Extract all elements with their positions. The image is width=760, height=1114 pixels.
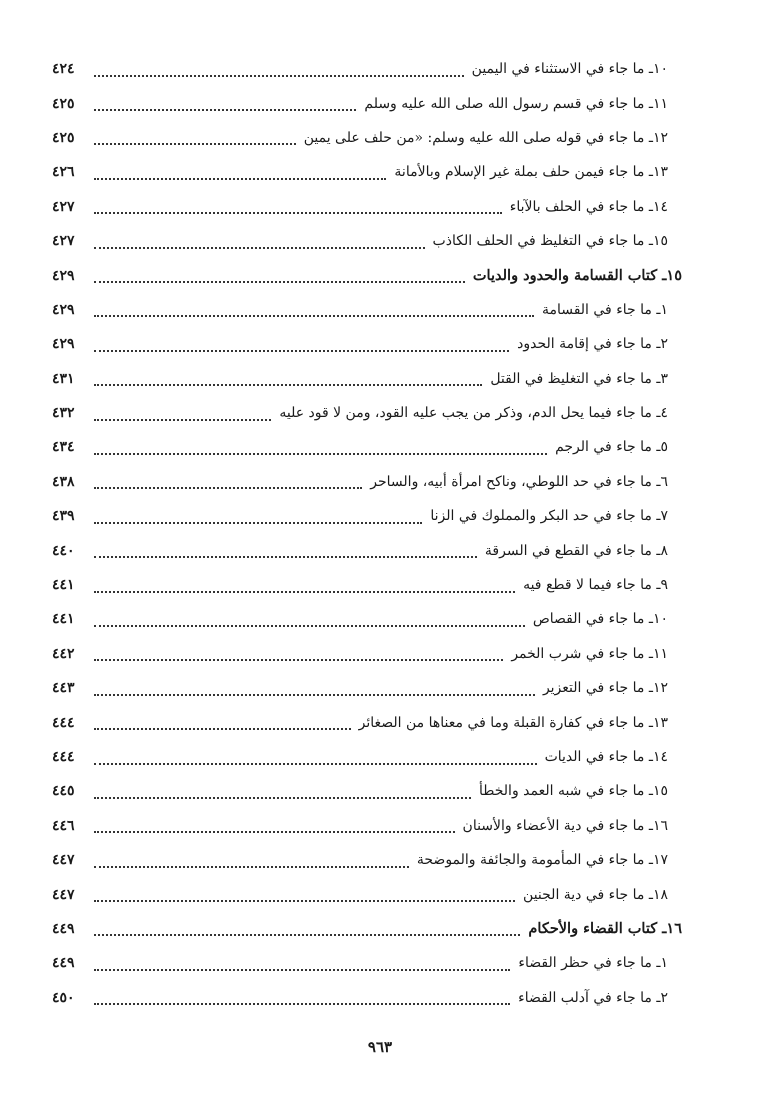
toc-entry-title: ١٧ـ ما جاء في المأمومة والجائفة والموضحة [416,852,668,869]
toc-page-number: ٤٤٣ [52,680,75,697]
toc-entry-title: ١٢ـ ما جاء في التعزير [542,680,668,697]
dot-leader [94,211,502,214]
dot-leader [94,349,509,352]
toc-page-number: ٤٢٤ [52,61,75,78]
toc-entry-row [52,568,682,602]
toc-page-number: ٤٤١ [52,611,75,628]
toc-page-number: ٤٤٤ [52,749,75,765]
toc-page-number: ٤٤٧ [52,852,75,869]
dot-leader [94,968,510,971]
toc-entry-row [52,671,682,705]
dot-leader [94,314,534,317]
toc-entry-title: ١٤ـ ما جاء في الحلف بالآباء [509,198,668,215]
toc-entry-title: ١٦ـ ما جاء في دية الأعضاء والأسنان [462,817,668,834]
toc-entry-title: ٣ـ ما جاء في التغليظ في القتل [490,370,668,387]
toc-page-number: ٤٢٩ [52,301,75,318]
dot-leader [94,108,356,111]
toc-page-number: ٤٤٧ [52,886,75,903]
dot-leader [94,590,515,593]
dot-leader [94,624,525,627]
dot-leader [94,280,465,283]
toc-entry-row [52,190,682,224]
toc-entry-row [52,155,682,189]
toc-entry-row [52,602,682,636]
toc-entry-title: ١٠ـ ما جاء في القصاص [532,611,668,628]
toc-chapter-title: ١٥ـ كتاب القسامة والحدود والديات [472,267,682,285]
toc-entry-title: ٨ـ ما جاء في القطع في السرقة [484,542,668,559]
toc-entry-title: ٤ـ ما جاء فيما يحل الدم، وذكر من يجب عليه القود، ومن لا قود عليه [279,405,668,422]
toc-page-number: ٤٥٠ [52,989,75,1006]
toc-entry-title: ١٠ـ ما جاء في الاستثناء في اليمين [471,61,668,78]
dot-leader [94,1002,510,1005]
dot-leader [94,177,386,180]
toc-entry-title: ١٥ـ ما جاء في التغليظ في الحلف الكاذب [432,233,668,250]
toc-entry-title: ٧ـ ما جاء في حد البكر والمملوك في الزنا [430,508,668,525]
dot-leader [94,383,482,386]
dot-leader [94,933,520,936]
toc-page-number: ٤٢٥ [52,129,75,146]
toc-page-number: ٤٤٤ [52,714,75,731]
table-of-contents [52,52,682,1015]
toc-entry-title: ٩ـ ما جاء فيما لا قطع فيه [523,577,668,594]
toc-entry-row [52,637,682,671]
dot-leader [94,899,515,902]
toc-entry-title: ١٥ـ ما جاء في شبه العمد والخطأ [479,783,668,800]
toc-entry-row [52,877,682,911]
toc-entry-row [52,499,682,533]
toc-chapter-row [52,912,682,946]
toc-entry-title: ١١ـ ما جاء في قسم رسول الله صلى الله عليه وسلم [364,95,668,112]
toc-entry-title: ١٨ـ ما جاء في دية الجنين [523,886,668,903]
toc-entry-row [52,705,682,739]
dot-leader [94,762,537,765]
dot-leader [94,865,409,868]
dot-leader [94,658,503,661]
toc-page-number: ٤٢٧ [52,233,75,250]
toc-page-number: ٤٤٢ [52,645,75,662]
toc-page-number: ٤٣١ [52,370,75,387]
dot-leader [94,796,471,799]
toc-entry-row [52,86,682,120]
toc-entry-title: ١٤ـ ما جاء في الديات [544,749,668,765]
toc-entry-row [52,740,682,774]
toc-entry-title: ١ـ ما جاء في القسامة [541,301,668,318]
toc-page-number: ٤٤٠ [52,542,75,559]
toc-page-number: ٤٣٢ [52,405,75,422]
toc-page-number: ٤٢٩ [52,336,75,353]
dot-leader [94,727,351,730]
toc-page-number: ٤٣٤ [52,439,75,456]
dot-leader [94,246,425,249]
toc-entry-row [52,465,682,499]
dot-leader [94,418,271,421]
toc-page-number: ٤٢٧ [52,198,75,215]
toc-entry-row [52,293,682,327]
toc-entry-title: ٦ـ ما جاء في حد اللوطي، وناكح امرأة أبيه، والساحر [370,473,668,490]
toc-page-number: ٤٢٦ [52,164,75,181]
dot-leader [94,555,477,558]
toc-entry-row [52,224,682,258]
toc-entry-row [52,121,682,155]
toc-page-number: ٤٤٩ [52,920,75,937]
toc-entry-title: ١٢ـ ما جاء في قوله صلى الله عليه وسلم: «من حلف على يمين [303,129,668,146]
toc-entry-row [52,809,682,843]
toc-entry-title: ١٣ـ ما جاء في كفارة القبلة وما في معناها من الصغائر [358,714,668,731]
toc-entry-row [52,843,682,877]
toc-entry-title: ٢ـ ما جاء في آدلب القضاء [518,989,668,1006]
toc-chapter-row [52,258,682,292]
toc-page-number: ٤٤٥ [52,783,75,800]
toc-entry-title: ٥ـ ما جاء في الرجم [555,439,668,456]
dot-leader [94,693,535,696]
toc-entry-title: ٢ـ ما جاء في إقامة الحدود [517,336,668,353]
dot-leader [94,486,362,489]
dot-leader [94,74,464,77]
toc-entry-row [52,946,682,980]
toc-entry-title: ١ـ ما جاء في حظر القضاء [518,955,668,972]
dot-leader [94,830,455,833]
dot-leader [94,452,547,455]
toc-entry-row [52,774,682,808]
toc-page-number: ٤٣٨ [52,473,75,490]
toc-page-number: ٤٤٦ [52,817,75,834]
toc-page-number: ٤٢٥ [52,95,75,112]
toc-entry-row [52,430,682,464]
toc-entry-row [52,396,682,430]
toc-entry-row [52,52,682,86]
toc-entry-row [52,981,682,1015]
page-number: ٩٦٣ [367,1038,393,1056]
toc-entry-title: ١١ـ ما جاء في شرب الخمر [511,645,668,662]
dot-leader [94,142,296,145]
toc-entry-row [52,362,682,396]
toc-page-number: ٤٣٩ [52,508,75,525]
toc-page-number: ٤٢٩ [52,267,75,284]
dot-leader [94,521,422,524]
toc-page-number: ٤٤٩ [52,955,75,972]
toc-entry-title: ١٣ـ ما جاء فيمن حلف بملة غير الإسلام وبالأمانة [394,164,668,181]
toc-chapter-title: ١٦ـ كتاب القضاء والأحكام [528,920,682,938]
toc-entry-row [52,327,682,361]
toc-page-number: ٤٤١ [52,577,75,594]
toc-entry-row [52,533,682,567]
